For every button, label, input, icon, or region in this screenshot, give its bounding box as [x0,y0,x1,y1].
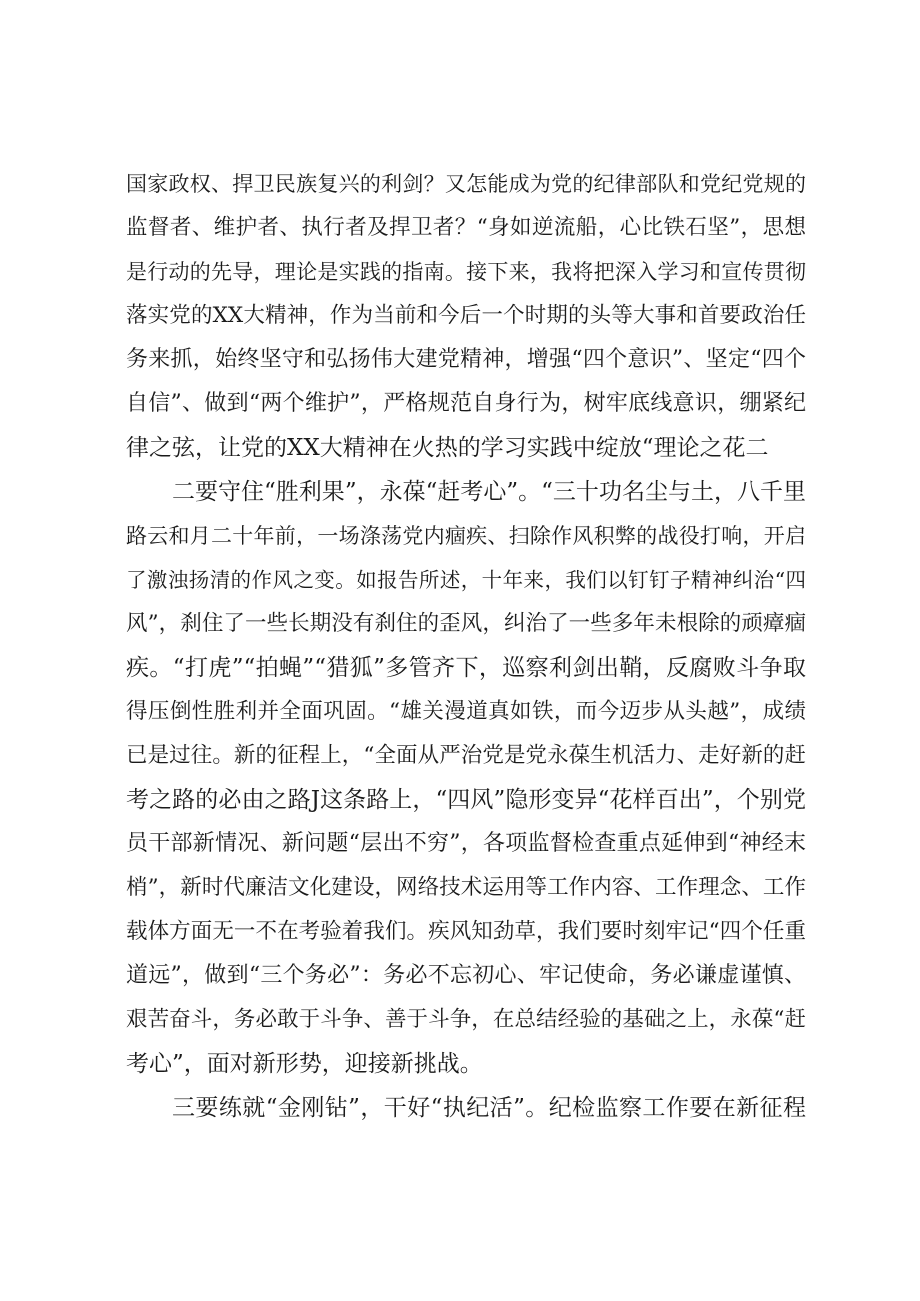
text-line: 二要守住“胜利果”，永葆“赶考心”。“三十功名尘与土，八千里 [172,479,806,505]
text-line: 疾。“打虎”“拍蝇”“猎狐”多管齐下，巡察利剑出鞘，反腐败斗争取 [126,655,806,681]
text-line: 自信”、做到“两个维护”，严格规范自身行为，树牢底线意识，绷紧纪 [126,391,806,416]
text-line: 路云和月二十年前，一场涤荡党内痼疾、扫除作风积弊的战役打响，开启 [126,524,806,548]
text-line: 国家政权、捍卫民族复兴的利剑？又怎能成为党的纪律部队和党纪党规的 [126,172,806,196]
text-line: 三要练就“金刚钻”，干好“执纪活”。纪检监察工作要在新征程 [172,1095,806,1121]
text-line: 艰苦奋斗，务必敢于斗争、善于斗争，在总结经验的基础之上，永葆“赶 [126,1007,806,1032]
text-line: 风”，刹住了一些长期没有刹住的歪风，纠治了一些多年未根除的顽瘴痼 [126,611,806,636]
text-line: 了激浊扬清的作风之变。如报告所述，十年来，我们以钉钉子精神纠治“四 [126,568,806,592]
text-line: 载体方面无一不在考验着我们。疾风知劲草，我们要时刻牢记“四个任重 [126,919,806,944]
text-line: 道远”，做到“三个务必”：务必不忘初心、牢记使命，务必谦虚谨慎、 [126,963,806,988]
text-line: 落实党的XX大精神，作为当前和今后一个时期的头等大事和首要政治任 [126,303,806,328]
text-line: 考之路的必由之路J这条路上，“四风”隐形变异“花样百出”，个别党 [126,787,806,813]
text-line: 员干部新情况、新问题“层出不穷”，各项监督检查重点延伸到“神经末 [126,831,806,856]
text-line: 务来抓，始终坚守和弘扬伟大建党精神，增强“四个意识”、坚定“四个 [126,347,806,372]
text-line: 已是过往。新的征程上，“全面从严治党是党永葆生机活力、走好新的赶 [126,743,806,768]
text-line: 梢”，新时代廉洁文化建设，网络技术运用等工作内容、工作理念、工作 [126,875,806,900]
text-line: 是行动的先导，理论是实践的指南。接下来，我将把深入学习和宣传贯彻 [126,260,806,284]
text-line: 考心”，面对新形势，迎接新挑战。 [126,1051,483,1077]
text-line: 监督者、维护者、执行者及捍卫者？“身如逆流船，心比铁石坚”，思想 [126,215,806,240]
text-line: 得压倒性胜利并全面巩固。“雄关漫道真如铁，而今迈步从头越”，成绩 [126,699,806,724]
text-line: 律之弦，让党的XX大精神在火热的学习实践中绽放“理论之花二 [126,435,769,461]
